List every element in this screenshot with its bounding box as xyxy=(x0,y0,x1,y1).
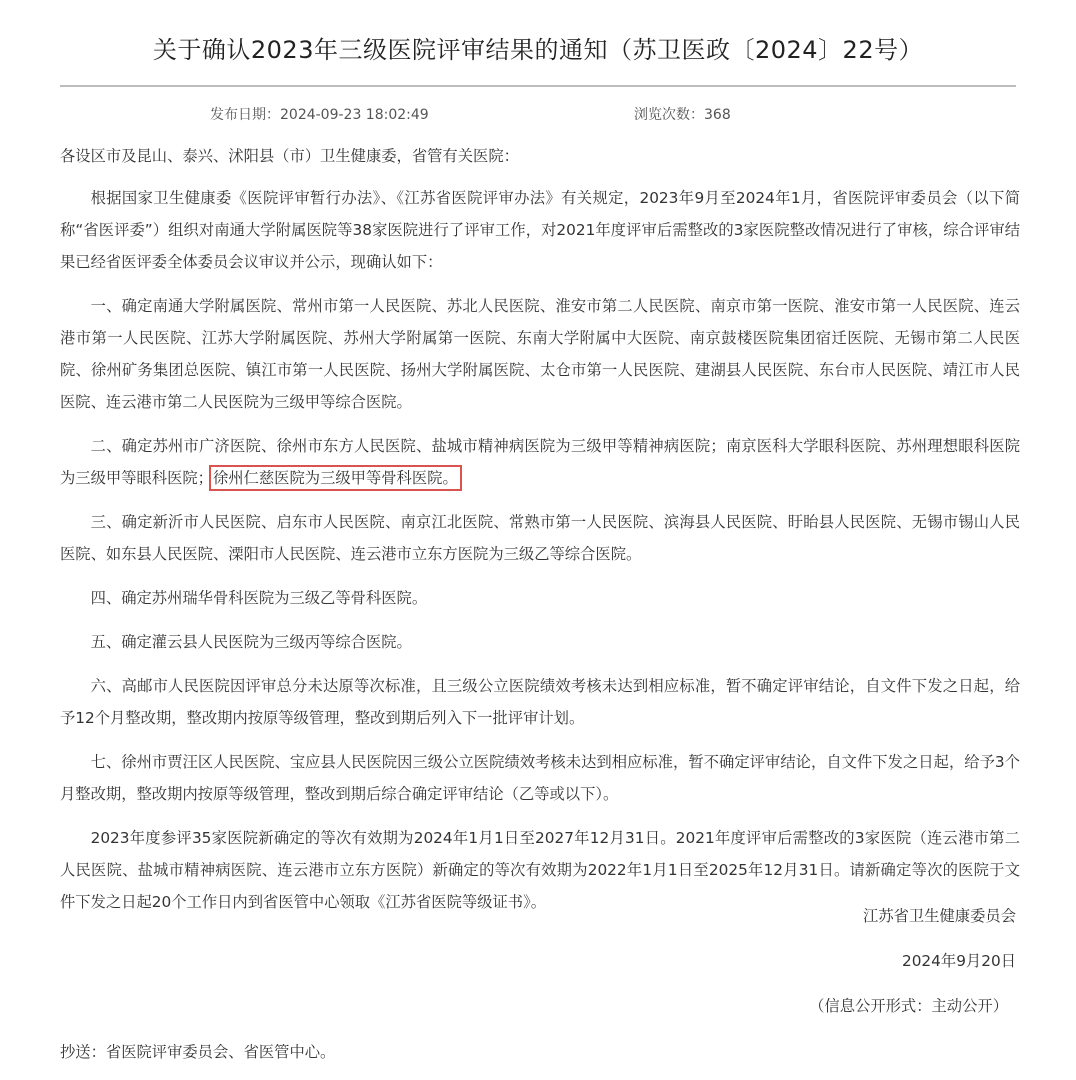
view-count-meta xyxy=(634,104,731,126)
view-count-label: 浏览次数： xyxy=(634,107,704,123)
item-2-text: 二、确定苏州市广济医院、徐州市东方人民医院、盐城市精神病医院为三级甲等精神病医院；南京医科大学眼科医院、苏州理想眼科医院为三级甲等眼科医院； xyxy=(60,437,1020,487)
document-title: 关于确认2023年三级医院评审结果的通知（苏卫医政〔2024〕22号） xyxy=(152,36,924,64)
item-4-paragraph: 四、确定苏州瑞华骨科医院为三级乙等骨科医院。 xyxy=(90,589,428,607)
publish-date-meta xyxy=(210,104,429,126)
signature-organization: 江苏省卫生健康委员会 xyxy=(863,907,1016,925)
item-3-paragraph: 三、确定新沂市人民医院、启东市人民医院、南京江北医院、常熟市第一人民医院、滨海县人民医院、盱眙县人民医院、无锡市锡山人民医院、如东县人民医院、溧阳市人民医院、连云港市立东方医院为三级乙等综合医院。 xyxy=(60,513,1020,563)
item-2-paragraph xyxy=(60,430,1020,494)
cc-line: 抄送：省医院评审委员会、省医管中心。 xyxy=(60,1043,336,1061)
disclosure-note: （信息公开形式：主动公开） xyxy=(809,997,1008,1015)
signature-date: 2024年9月20日 xyxy=(901,952,1016,970)
item-1-paragraph: 一、确定南通大学附属医院、常州市第一人民医院、苏北人民医院、淮安市第二人民医院、南京市第一医院、淮安市第一人民医院、连云港市第一人民医院、江苏大学附属医院、苏州大学附属第一医院、东南大学附属中大医院、南京鼓楼医院集团宿迁医院、无锡市第二人民医院、徐州矿务集团总医院、镇江市第一人民医院、扬州大学附属医院、太仓市第一人民医院、建湖县人民医院、东台市人民医院、靖江市人民医院、连云港市第二人民医院为三级甲等综合医院。 xyxy=(60,297,1020,411)
publish-date-value: 2024-09-23 18:02:49 xyxy=(280,107,429,123)
publish-date-label: 发布日期： xyxy=(210,107,280,123)
item-5-paragraph: 五、确定灌云县人民医院为三级丙等综合医院。 xyxy=(90,633,412,651)
validity-paragraph: 2023年度参评35家医院新确定的等次有效期为2024年1月1日至2027年12月31日。2021年度评审后需整改的3家医院（连云港市第二人民医院、盐城市精神病医院、连云港市立东方医院）新确定的等次有效期为2022年1月1日至2025年12月31日。请新确定等次的医院于文件下发之日起20个工作日内到省医管中心领取《江苏省医院等级证书》。 xyxy=(60,829,1020,911)
title-divider xyxy=(60,85,1016,87)
view-count-value: 368 xyxy=(704,107,731,123)
highlighted-hospital-text: 徐州仁慈医院为三级甲等骨科医院。 xyxy=(212,469,458,487)
item-6-paragraph: 六、高邮市人民医院因评审总分未达原等次标准，且三级公立医院绩效考核未达到相应标准，暂不确定评审结论，自文件下发之日起，给予12个月整改期，整改期内按原等级管理，整改到期后列入下一批评审计划。 xyxy=(60,677,1020,727)
document-body xyxy=(60,140,1020,930)
salutation: 各设区市及昆山、泰兴、沭阳县（市）卫生健康委，省管有关医院： xyxy=(60,147,519,165)
item-7-paragraph: 七、徐州市贾汪区人民医院、宝应县人民医院因三级公立医院绩效考核未达到相应标准，暂不确定评审结论，自文件下发之日起，给予3个月整改期，整改期内按原等级管理，整改到期后综合确定评审结论（乙等或以下）。 xyxy=(60,753,1020,803)
intro-paragraph: 根据国家卫生健康委《医院评审暂行办法》、《江苏省医院评审办法》有关规定，2023年9月至2024年1月，省医院评审委员会（以下简称“省医评委”）组织对南通大学附属医院等38家医院进行了评审工作，对2021年度评审后需整改的3家医院整改情况进行了审核，综合评审结果已经省医评委全体委员会议审议并公示，现确认如下： xyxy=(60,189,1020,271)
